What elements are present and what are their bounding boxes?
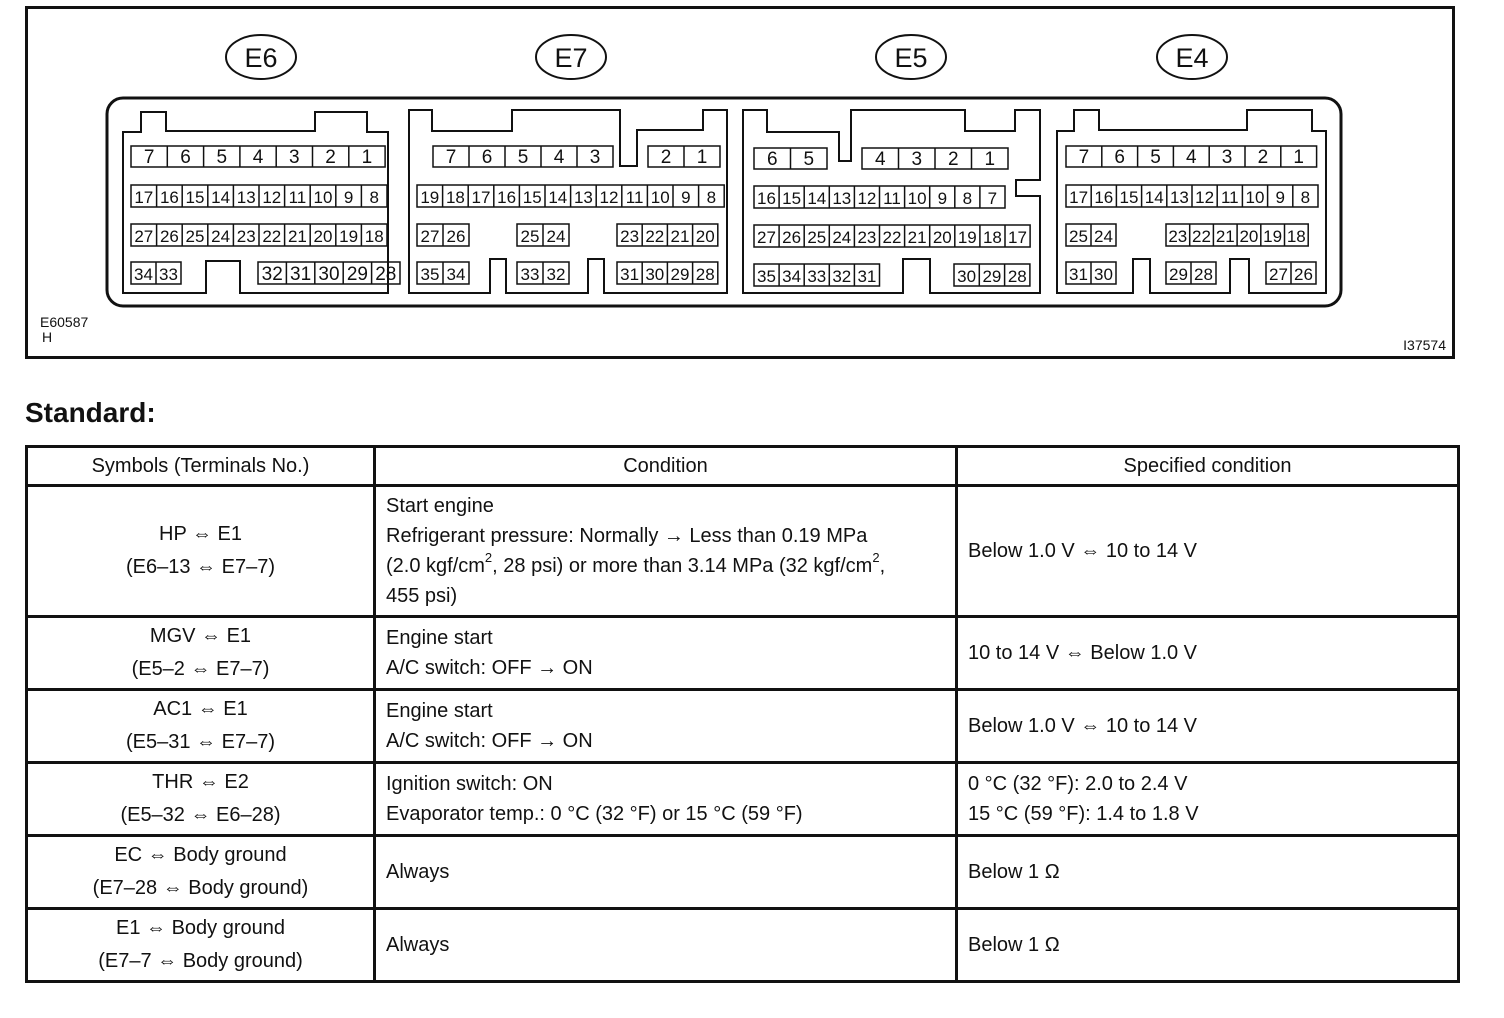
terminal-pin-e7-18: 18 [445,188,465,207]
terminal-pin-e4-2: 2 [1257,147,1269,168]
terminal-pin-e6-5: 5 [216,147,228,168]
terminal-pin-e7-12: 12 [599,188,619,207]
column-header-condition: Condition [375,447,957,486]
condition-line: Always [386,861,450,883]
terminal-pin-e7-20: 20 [695,227,715,246]
connector-drawing [0,0,1504,380]
specified-cell [957,836,1459,909]
terminal-pin-e6-1: 1 [361,147,373,168]
terminal-pin-e4-28: 28 [1194,265,1213,284]
connector-label-e4: E4 [1175,43,1209,73]
terminal-pin-e5-20: 20 [932,228,952,247]
terminal-pin-e4-31: 31 [1069,265,1088,284]
terminal-pin-e5-17: 17 [1008,228,1027,247]
specified-line: Below 1.0 V ⇔ 10 to 14 V [968,715,1198,737]
terminal-pin-e4-13: 13 [1169,188,1189,207]
table-row [27,690,1459,763]
specified-cell [957,763,1459,836]
specified-line: Below 1.0 V ⇔ 10 to 14 V [968,540,1198,562]
condition-line: A/C switch: OFF → ON [386,730,593,752]
terminal-pin-e7-13: 13 [573,188,593,207]
condition-line: Engine start [386,627,493,649]
terminal-pin-e7-10: 10 [650,188,670,207]
symbol-text: E1 ⇔ Body ground [116,917,285,939]
symbol-cell [27,909,375,982]
terminal-pin-e4-29: 29 [1169,265,1188,284]
terminal-pin-e7-14: 14 [548,188,568,207]
terminal-pin-e6-27: 27 [134,227,154,246]
terminal-pin-e5-32: 32 [832,267,852,286]
column-header-specified: Specified condition [957,447,1459,486]
terminal-pin-e6-4: 4 [252,147,264,168]
standard-heading: Standard: [25,397,156,428]
terminal-pin-e7-30: 30 [645,265,665,284]
terminal-pin-e4-12: 12 [1195,188,1215,207]
specified-line: Below 1 Ω [968,861,1060,883]
terminal-pin-e5-9: 9 [937,189,948,208]
condition-line: 455 psi) [386,585,458,607]
terminal-pin-e6-34: 34 [134,265,153,284]
symbol-cell [27,836,375,909]
terminal-pin-e6-14: 14 [211,188,231,207]
symbol-text: AC1 ⇔ E1 [153,698,248,720]
condition-text: (2.0 kgf/cm [386,555,485,577]
specified-line: 0 °C (32 °F): 2.0 to 2.4 V [968,773,1188,795]
terminal-pin-e4-15: 15 [1119,188,1139,207]
figure-id-code: E60587 [40,314,89,330]
condition-line: Start engine [386,495,494,517]
specified-cell [957,690,1459,763]
terminal-pin-e7-29: 29 [670,265,690,284]
terminal-pin-e4-20: 20 [1239,227,1259,246]
terminal-pin-e5-19: 19 [957,228,977,247]
terminal-pin-e6-19: 19 [339,227,359,246]
terminal-pin-e4-21: 21 [1215,227,1235,246]
terminal-pin-e5-3: 3 [911,149,923,170]
terminal-pin-e6-18: 18 [364,227,384,246]
symbol-text: EC ⇔ Body ground [114,844,287,866]
terminal-pin-e4-9: 9 [1275,188,1285,207]
terminal-pin-e7-3: 3 [589,147,601,168]
terminal-pin-e7-6: 6 [481,147,493,168]
terminal-pin-e4-16: 16 [1094,188,1114,207]
condition-line: Ignition switch: ON [386,773,553,795]
condition-cell [375,486,957,617]
connector-label-e6: E6 [244,43,278,73]
figure-number: I37574 [1403,337,1446,353]
specified-cell [957,486,1459,617]
terminal-pin-e4-24: 24 [1094,227,1113,246]
terminal-text: (E5–31 ⇔ E7–7) [126,731,275,753]
terminal-pin-e7-16: 16 [497,188,517,207]
terminal-pin-e5-27: 27 [757,228,776,247]
terminal-pin-e6-3: 3 [289,147,300,168]
terminal-pin-e6-33: 33 [159,265,178,284]
symbol-cell [27,763,375,836]
terminal-pin-e6-2: 2 [325,147,336,168]
terminal-pin-e6-6: 6 [180,147,191,168]
terminal-pin-e7-25: 25 [520,227,540,246]
terminal-pin-e6-8: 8 [369,188,379,207]
condition-text: , [879,555,886,577]
terminal-pin-e4-8: 8 [1300,188,1311,207]
condition-text: , 28 psi) or more than 3.14 MPa (32 kgf/cm [492,555,873,577]
specified-cell [957,617,1459,690]
terminal-pin-e6-15: 15 [185,188,205,207]
terminal-pin-e5-13: 13 [832,189,852,208]
terminal-pin-e4-25: 25 [1069,227,1088,246]
condition-line: A/C switch: OFF → ON [386,657,593,679]
terminal-pin-e5-34: 34 [782,267,802,286]
terminal-pin-e7-4: 4 [553,147,565,168]
symbol-text: HP ⇔ E1 [159,523,242,545]
terminal-pin-e4-30: 30 [1094,265,1113,284]
terminal-pin-e6-20: 20 [313,227,333,246]
condition-cell [375,909,957,982]
terminal-pin-e6-23: 23 [236,227,256,246]
table-row [27,486,1459,617]
terminal-pin-e7-17: 17 [471,188,491,207]
terminal-pin-e5-7: 7 [987,189,998,208]
condition-cell [375,763,957,836]
terminal-pin-e7-34: 34 [446,265,466,284]
terminal-pin-e5-21: 21 [907,228,927,247]
terminal-pin-e5-2: 2 [948,149,959,170]
terminal-pin-e4-18: 18 [1286,227,1306,246]
condition-cell [375,617,957,690]
terminal-text: (E6–13 ⇔ E7–7) [126,556,275,578]
symbol-text: MGV ⇔ E1 [149,625,252,647]
terminal-pin-e7-9: 9 [681,188,691,207]
symbol-text: THR ⇔ E2 [152,771,249,793]
terminal-pin-e7-32: 32 [546,265,566,284]
terminal-pin-e5-24: 24 [832,228,852,247]
terminal-pin-e6-26: 26 [159,227,179,246]
terminal-pin-e5-5: 5 [803,149,815,170]
terminal-text: (E5–32 ⇔ E6–28) [120,804,281,826]
terminal-pin-e5-6: 6 [767,149,778,170]
condition-line: Evaporator temp.: 0 °C (32 °F) or 15 °C (59 °F) [386,803,803,825]
terminal-pin-e7-35: 35 [420,265,440,284]
terminal-pin-e5-15: 15 [782,189,802,208]
terminal-pin-e6-25: 25 [185,227,205,246]
terminal-pin-e7-5: 5 [517,147,529,168]
terminal-pin-e7-2: 2 [660,147,672,168]
superscript-2: 2 [872,550,880,566]
terminal-pin-e5-12: 12 [857,189,877,208]
connector-label-e5: E5 [894,43,928,73]
terminal-pin-e5-26: 26 [782,228,802,247]
terminal-pin-e6-22: 22 [262,227,282,246]
terminal-pin-e6-29: 29 [346,264,368,285]
standard-table [25,445,1460,983]
terminal-pin-e5-29: 29 [982,267,1002,286]
superscript-2: 2 [484,550,493,566]
specified-cell [957,909,1459,982]
terminal-pin-e4-23: 23 [1168,227,1188,246]
terminal-pin-e6-16: 16 [159,188,179,207]
terminal-pin-e7-33: 33 [520,265,540,284]
condition-line: Engine start [386,700,493,722]
terminal-pin-e6-30: 30 [318,264,340,285]
terminal-pin-e6-7: 7 [143,147,155,168]
specified-line: 10 to 14 V ⇔ Below 1.0 V [968,642,1198,664]
column-header-symbols: Symbols (Terminals No.) [27,447,375,486]
terminal-pin-e5-31: 31 [857,267,877,286]
table-row [27,836,1459,909]
terminal-pin-e5-33: 33 [807,267,827,286]
table-row [27,909,1459,982]
terminal-pin-e7-21: 21 [670,227,690,246]
terminal-pin-e5-1: 1 [984,149,996,170]
specified-line: Below 1 Ω [968,934,1060,956]
terminal-pin-e6-12: 12 [262,188,282,207]
condition-cell [375,836,957,909]
terminal-pin-e7-24: 24 [546,227,566,246]
terminal-pin-e5-8: 8 [962,189,973,208]
terminal-pin-e7-7: 7 [445,147,457,168]
terminal-pin-e5-23: 23 [857,228,877,247]
terminal-pin-e4-1: 1 [1293,147,1304,168]
terminal-pin-e6-11: 11 [288,188,307,207]
terminal-pin-e5-18: 18 [982,228,1002,247]
terminal-text: (E7–28 ⇔ Body ground) [92,877,309,899]
terminal-pin-e4-14: 14 [1144,188,1164,207]
symbol-cell [27,690,375,763]
terminal-pin-e4-6: 6 [1114,147,1125,168]
terminal-pin-e7-8: 8 [706,188,717,207]
terminal-pin-e4-7: 7 [1078,147,1090,168]
terminal-pin-e5-22: 22 [882,228,902,247]
terminal-pin-e4-19: 19 [1263,227,1283,246]
terminal-pin-e6-13: 13 [236,188,256,207]
terminal-pin-e7-31: 31 [620,265,640,284]
condition-line [386,551,945,581]
connector-label-e7: E7 [554,43,588,73]
terminal-pin-e7-1: 1 [696,147,708,168]
condition-line: Always [386,934,450,956]
terminal-pin-e4-11: 11 [1220,188,1239,207]
table-row [27,763,1459,836]
terminal-pin-e5-10: 10 [907,189,927,208]
terminal-pin-e5-25: 25 [807,228,827,247]
terminal-pin-e4-3: 3 [1221,147,1233,168]
terminal-pin-e7-27: 27 [420,227,440,246]
terminal-pin-e5-4: 4 [875,149,886,170]
terminal-pin-e4-10: 10 [1245,188,1265,207]
specified-line: 15 °C (59 °F): 1.4 to 1.8 V [968,803,1199,825]
terminal-pin-e6-10: 10 [313,188,333,207]
terminal-text: (E7–7 ⇔ Body ground) [98,950,303,972]
symbol-cell [27,486,375,617]
terminal-pin-e4-22: 22 [1192,227,1211,246]
terminal-pin-e4-27: 27 [1269,265,1288,284]
terminal-pin-e6-32: 32 [261,264,283,285]
symbol-cell [27,617,375,690]
terminal-pin-e5-16: 16 [757,189,776,208]
terminal-pin-e6-28: 28 [375,264,397,285]
terminal-pin-e7-26: 26 [446,227,466,246]
terminal-pin-e4-5: 5 [1150,147,1161,168]
terminal-pin-e7-19: 19 [420,188,440,207]
terminal-pin-e7-15: 15 [522,188,542,207]
terminal-pin-e5-11: 11 [883,189,901,208]
terminal-pin-e7-23: 23 [620,227,640,246]
terminal-pin-e5-14: 14 [807,189,827,208]
terminal-pin-e5-30: 30 [957,267,977,286]
table-row [27,617,1459,690]
terminal-pin-e7-11: 11 [625,188,644,207]
terminal-pin-e6-31: 31 [290,264,312,285]
table-header-row [27,447,1459,486]
terminal-pin-e5-35: 35 [757,267,776,286]
terminal-pin-e4-4: 4 [1186,147,1197,168]
terminal-pin-e5-28: 28 [1007,267,1027,286]
terminal-pin-e4-17: 17 [1069,188,1089,207]
terminal-text: (E5–2 ⇔ E7–7) [131,658,270,680]
terminal-pin-e6-9: 9 [343,188,354,207]
condition-line: Refrigerant pressure: Normally → Less than 0.19 MPa [386,525,868,547]
terminal-pin-e6-24: 24 [211,227,231,246]
terminal-pin-e4-26: 26 [1294,265,1313,284]
terminal-pin-e6-21: 21 [287,227,307,246]
terminal-pin-e6-17: 17 [134,188,154,207]
terminal-pin-e7-28: 28 [695,265,715,284]
condition-cell [375,690,957,763]
terminal-pin-e7-22: 22 [645,227,665,246]
figure-id-sub: H [42,329,53,345]
